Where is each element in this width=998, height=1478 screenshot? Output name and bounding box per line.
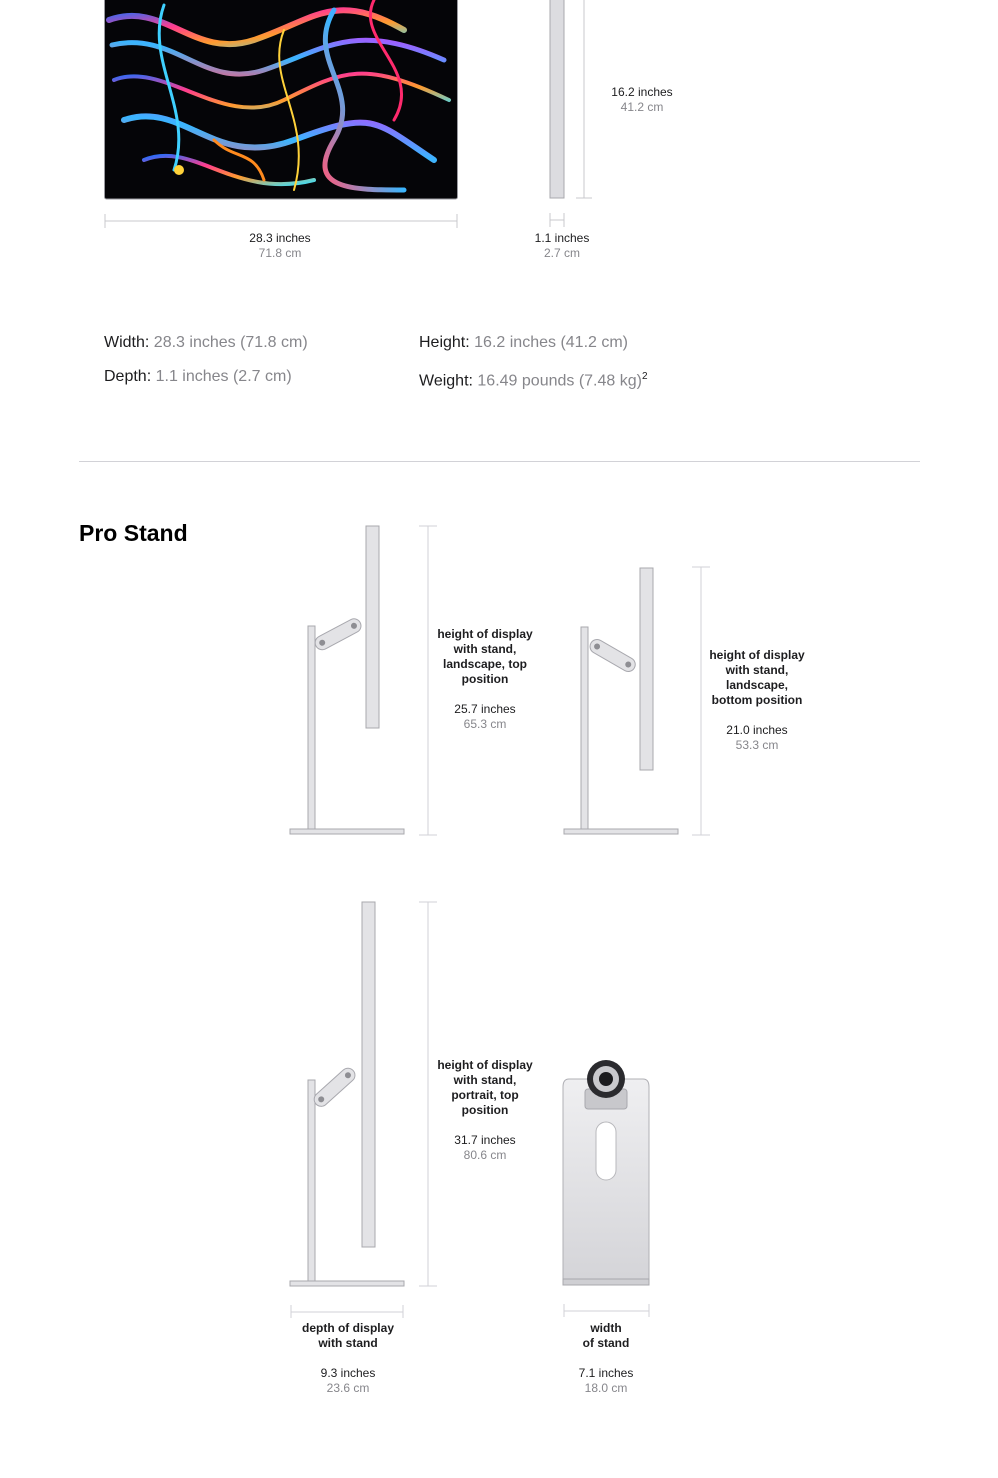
spec-weight: Weight: 16.49 pounds (7.48 kg)$^2$: [419, 371, 648, 390]
portrait-top-height-label: height of display with stand, portrait, top position 31.7 inches 80.6 cm: [437, 1058, 533, 1162]
stand-rear-illustration: [561, 1055, 653, 1321]
landscape-bottom-height-label: height of display with stand, landscape, bottom position 21.0 inches 53.3 cm: [709, 648, 805, 752]
stand-landscape-top-illustration: [288, 524, 438, 839]
section-title-pro-stand: Pro Stand: [79, 520, 188, 546]
footnote-link[interactable]: 2: [641, 371, 648, 382]
display-height-label: 16.2 inches 41.2 cm: [611, 85, 673, 114]
stand-landscape-bottom-illustration: [561, 565, 711, 839]
spec-height: Height: 16.2 inches (41.2 cm): [419, 334, 629, 351]
display-side-illustration: [546, 0, 606, 230]
section-divider: [79, 461, 920, 462]
width-of-stand-label: width of stand 7.1 inches 18.0 cm: [578, 1321, 634, 1395]
width-dimension-line: [104, 213, 458, 229]
spec-depth: Depth: 1.1 inches (2.7 cm): [104, 368, 292, 385]
display-depth-label: 1.1 inches 2.7 cm: [534, 231, 590, 260]
stand-portrait-top-illustration: [288, 900, 438, 1320]
display-width-label: 28.3 inches 71.8 cm: [249, 231, 311, 260]
spec-width: Width: 28.3 inches (71.8 cm): [104, 334, 308, 351]
display-front-illustration: [104, 0, 458, 200]
depth-with-stand-label: depth of display with stand 9.3 inches 23.6 cm: [301, 1321, 394, 1395]
landscape-top-height-label: height of display with stand, landscape, top position 25.7 inches 65.3 cm: [437, 627, 533, 731]
